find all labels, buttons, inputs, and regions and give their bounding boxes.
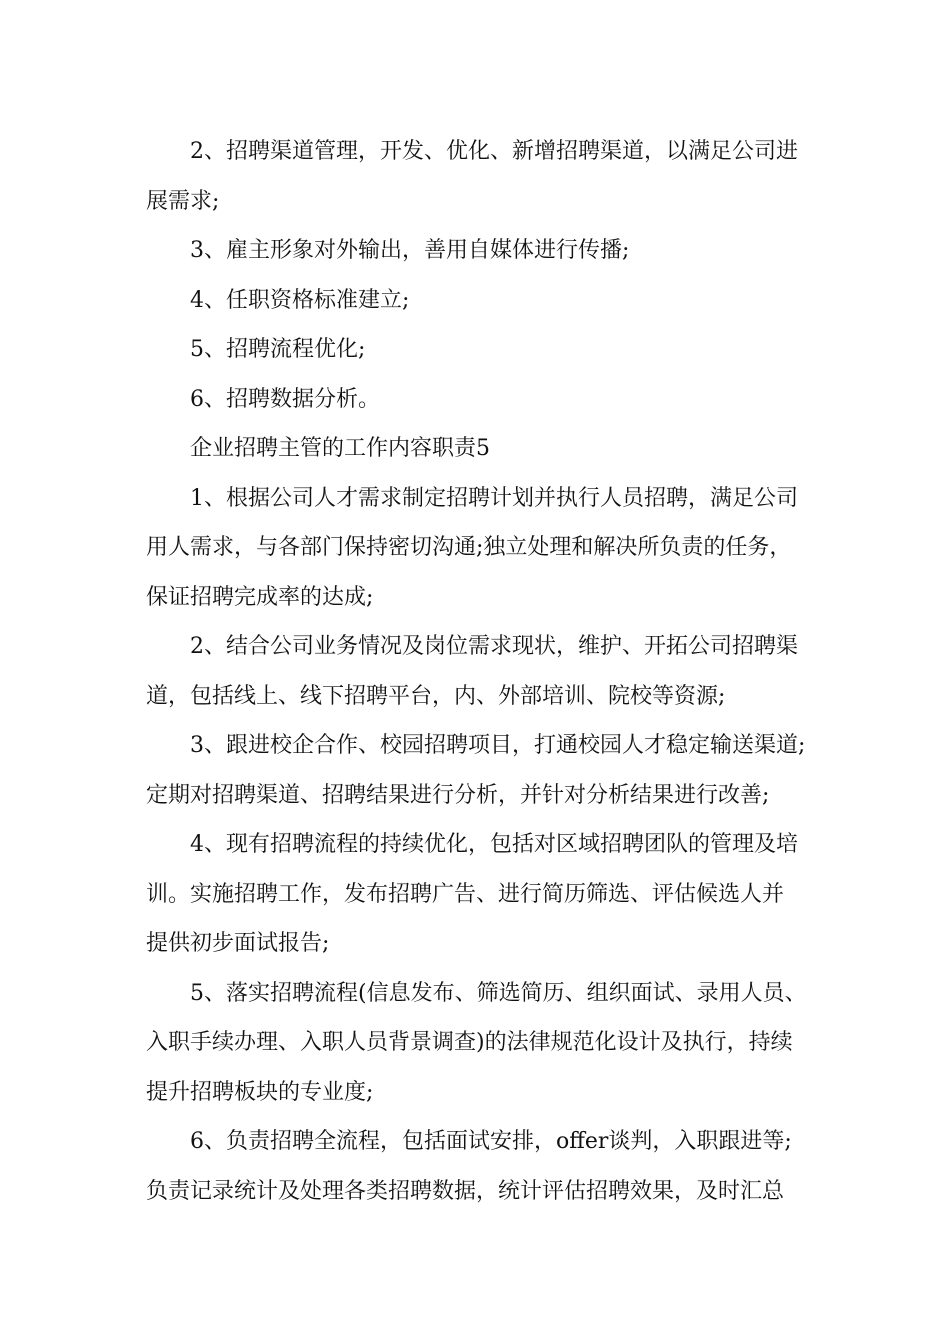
text-line: 训。实施招聘工作，发布招聘广告、进行简历筛选、评估候选人并	[146, 881, 785, 907]
text-line: 保证招聘完成率的达成;	[146, 584, 374, 610]
text-line: 4、现有招聘流程的持续优化，包括对区域招聘团队的管理及培	[190, 832, 798, 857]
paragraph-recruitment-plan	[146, 474, 836, 623]
text-line: 提供初步面试报告;	[146, 931, 330, 956]
paragraph-recruitment-channels	[146, 127, 836, 226]
section-heading	[146, 424, 836, 474]
paragraph-qualification-standards	[146, 276, 836, 326]
text-line: 2、招聘渠道管理，开发、优化、新增招聘渠道，以满足公司进	[190, 139, 798, 164]
paragraph-full-cycle-recruitment	[146, 1117, 836, 1216]
paragraph-employer-branding	[146, 226, 836, 276]
paragraph-process-improvement	[146, 820, 836, 969]
paragraph-process-optimization	[146, 325, 836, 375]
text-line: 定期对招聘渠道、招聘结果进行分析，并针对分析结果进行改善;	[146, 782, 770, 808]
text-line: 3、雇主形象对外输出，善用自媒体进行传播;	[190, 238, 630, 263]
text-line: 展需求;	[146, 188, 220, 214]
text-line: 提升招聘板块的专业度;	[146, 1079, 374, 1105]
text-line: 6、负责招聘全流程，包括面试安排，offer谈判，入职跟进等;	[190, 1129, 792, 1154]
text-line: 负责记录统计及处理各类招聘数据，统计评估招聘效果，及时汇总	[146, 1178, 785, 1204]
section-heading-text: 企业招聘主管的工作内容职责5	[190, 436, 490, 461]
text-line: 5、招聘流程优化;	[190, 337, 366, 362]
paragraph-data-analysis	[146, 375, 836, 425]
text-line: 道，包括线上、线下招聘平台，内、外部培训、院校等资源;	[146, 683, 726, 709]
document-body	[146, 127, 836, 1216]
text-line: 4、任职资格标准建立;	[190, 287, 410, 313]
text-line: 6、招聘数据分析。	[190, 386, 380, 412]
paragraph-channel-maintenance	[146, 622, 836, 721]
text-line: 5、落实招聘流程(信息发布、筛选简历、组织面试、录用人员、	[190, 980, 807, 1006]
paragraph-campus-recruitment	[146, 721, 836, 820]
text-line: 1、根据公司人才需求制定招聘计划并执行人员招聘，满足公司	[190, 485, 798, 511]
text-line: 2、结合公司业务情况及岗位需求现状，维护、开拓公司招聘渠	[190, 634, 798, 659]
text-line: 入职手续办理、入职人员背景调查)的法律规范化设计及执行，持续	[146, 1030, 793, 1055]
text-line: 用人需求，与各部门保持密切沟通;独立处理和解决所负责的任务，	[146, 535, 792, 560]
paragraph-legal-compliance	[146, 969, 836, 1118]
text-line: 3、跟进校企合作、校园招聘项目，打通校园人才稳定输送渠道;	[190, 733, 806, 758]
